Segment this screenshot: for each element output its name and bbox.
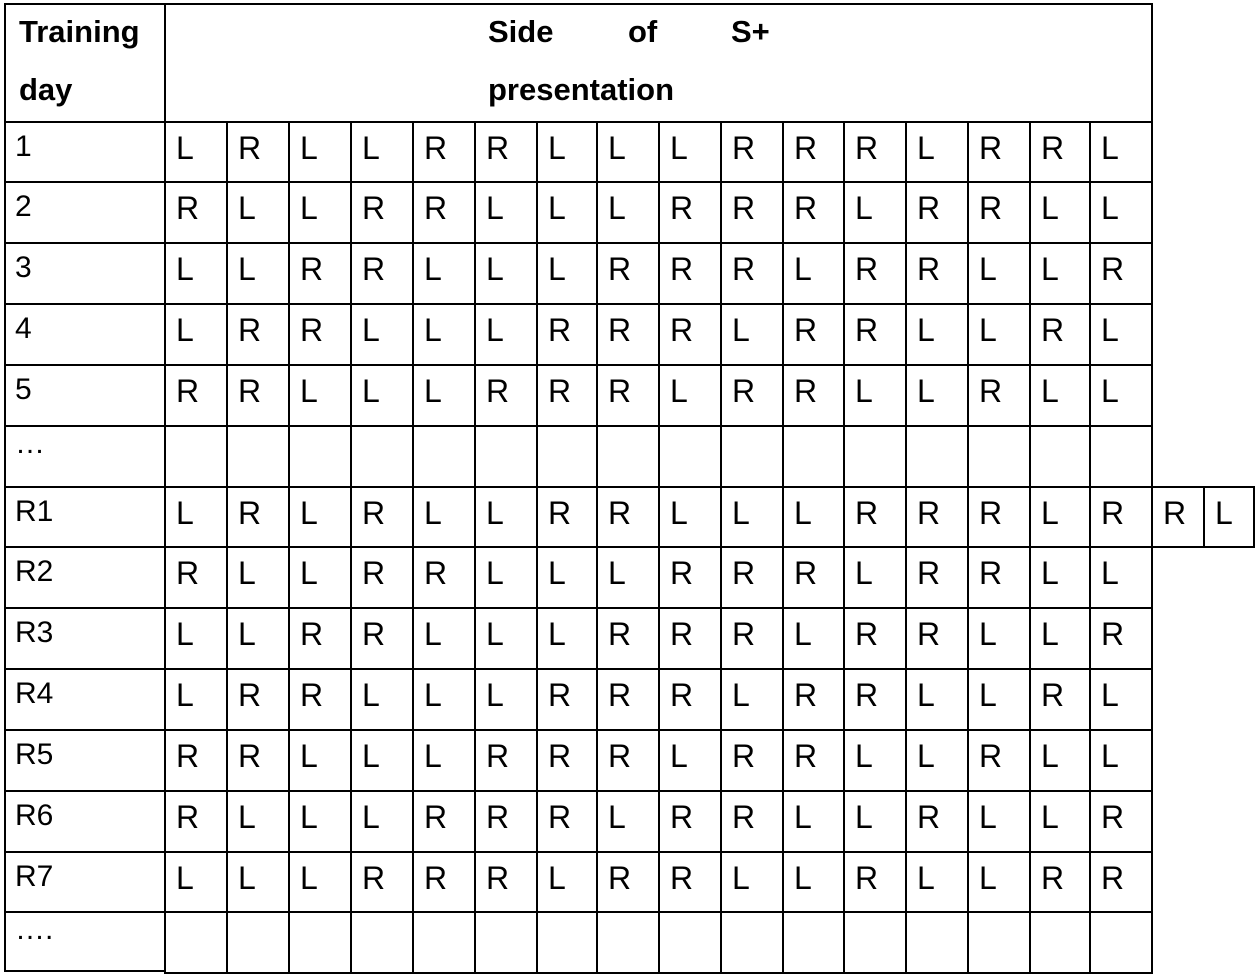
side-cell: R [536,790,596,851]
side-cell: L [720,851,782,911]
side-cell: R [474,729,536,790]
side-cell: R [782,181,843,242]
side-cell: L [905,303,967,364]
side-cell: L [288,486,350,546]
side-cell: R [412,546,474,607]
side-cell: L [164,668,226,729]
side-cell: R [288,668,350,729]
side-cell: R [288,607,350,668]
side-cell: L [905,121,967,181]
side-cell: R [720,729,782,790]
side-cell [536,425,596,486]
side-cell: R [658,607,720,668]
side-cell: R [1089,790,1153,851]
side-cell: L [967,851,1029,911]
side-cell: L [1089,364,1153,425]
side-cell: L [474,242,536,303]
row-day-label: R2 [4,546,164,607]
side-cell: L [226,546,288,607]
side-cell: R [720,546,782,607]
side-cell: R [1089,242,1153,303]
side-cell: R [967,181,1029,242]
side-cell: R [350,486,412,546]
row-day-label: R4 [4,668,164,729]
side-cell: L [905,364,967,425]
side-cell: R [658,546,720,607]
side-cell: L [658,729,720,790]
side-cell: L [288,181,350,242]
side-cell: L [967,303,1029,364]
side-cell: L [843,364,905,425]
header-training-day [4,3,164,121]
side-cell: R [164,546,226,607]
side-cell: L [474,303,536,364]
side-cell: L [474,546,536,607]
side-cell: R [226,729,288,790]
side-cell: R [905,546,967,607]
side-cell: R [905,790,967,851]
header-training-day-line1: Training [19,14,140,49]
side-cell [1029,911,1089,974]
side-cell: R [782,546,843,607]
side-cell: R [843,303,905,364]
row-day-label: 3 [4,242,164,303]
side-cell: L [164,242,226,303]
side-cell: L [474,668,536,729]
side-cell: R [658,790,720,851]
side-cell: L [1029,729,1089,790]
side-cell: R [843,486,905,546]
side-cell: R [843,668,905,729]
side-cell: L [536,851,596,911]
row-day-label: R1 [4,486,164,546]
side-cell: R [350,242,412,303]
side-cell: L [536,181,596,242]
side-cell: R [658,242,720,303]
side-cell: R [474,121,536,181]
row-day-label: 2 [4,181,164,242]
side-cell: R [782,303,843,364]
side-cell: R [164,364,226,425]
side-cell [905,425,967,486]
side-cell: R [905,181,967,242]
side-cell: L [350,364,412,425]
side-cell: L [1029,364,1089,425]
header-side-word: of [628,14,658,49]
side-cell: R [905,486,967,546]
side-cell: R [658,303,720,364]
side-cell [1089,425,1153,486]
header-side-word: Side [488,14,554,49]
side-cell: R [596,303,658,364]
side-cell: L [782,242,843,303]
header-side-word: S+ [731,14,770,49]
side-cell: L [596,121,658,181]
side-cell [536,911,596,974]
side-cell: L [1029,546,1089,607]
side-cell: R [596,242,658,303]
side-cell: L [843,729,905,790]
side-cell: R [350,851,412,911]
side-cell [474,425,536,486]
side-cell: L [164,121,226,181]
side-cell: L [474,607,536,668]
side-cell: L [1089,303,1153,364]
side-cell: R [1029,668,1089,729]
side-cell: L [350,729,412,790]
side-cell: R [905,607,967,668]
header-training-day-line2: day [19,72,73,107]
side-cell: R [658,668,720,729]
side-cell: R [720,121,782,181]
side-cell: L [288,729,350,790]
side-cell: R [164,181,226,242]
side-cell: R [536,729,596,790]
side-cell: R [720,242,782,303]
side-cell: L [412,668,474,729]
side-cell: L [288,121,350,181]
side-cell: R [350,546,412,607]
side-cell: L [1089,668,1153,729]
side-cell [596,911,658,974]
side-cell: L [288,851,350,911]
side-cell: L [164,486,226,546]
side-cell: R [1089,851,1153,911]
side-cell: L [1089,121,1153,181]
side-cell: R [1089,486,1151,546]
side-cell: L [967,790,1029,851]
side-cell: L [782,607,843,668]
side-cell [226,425,288,486]
side-cell: L [226,242,288,303]
side-cell: L [1089,729,1153,790]
side-cell: R [536,668,596,729]
side-cell: L [350,668,412,729]
side-cell: R [843,242,905,303]
side-cell: L [288,790,350,851]
side-cell: R [226,364,288,425]
side-cell: R [474,364,536,425]
side-cell: R [350,607,412,668]
side-cell: L [1029,181,1089,242]
side-cell: L [782,790,843,851]
side-cell: L [967,668,1029,729]
side-cell: L [1029,607,1089,668]
side-cell [350,911,412,974]
side-cell: L [226,851,288,911]
side-cell: R [1151,486,1203,548]
row-day-label: 1 [4,121,164,181]
side-cell: L [596,181,658,242]
row-day-label: 5 [4,364,164,425]
side-cell [288,911,350,974]
side-cell: L [782,851,843,911]
side-cell: R [967,729,1029,790]
side-cell: L [412,364,474,425]
side-cell: R [967,364,1029,425]
side-cell [782,425,843,486]
side-cell: L [658,486,720,546]
side-cell: L [658,364,720,425]
row-day-label: … [4,425,164,486]
side-cell [720,911,782,974]
side-cell [720,425,782,486]
side-cell: R [350,181,412,242]
side-cell: L [536,121,596,181]
row-day-label: R7 [4,851,164,911]
side-cell: R [596,607,658,668]
side-cell: R [412,851,474,911]
side-cell [164,911,226,974]
side-cell: R [412,790,474,851]
side-cell: R [843,121,905,181]
side-cell [412,425,474,486]
side-cell: L [536,242,596,303]
side-cell: R [658,851,720,911]
side-cell: R [967,486,1029,546]
row-day-label: …. [4,911,164,972]
header-side-of-s-plus [164,3,1153,121]
side-cell: L [967,242,1029,303]
side-cell: L [164,303,226,364]
side-cell: L [412,729,474,790]
side-cell: L [226,790,288,851]
side-cell: L [658,121,720,181]
side-cell [843,425,905,486]
side-cell: L [412,486,474,546]
side-cell [967,911,1029,974]
side-cell: R [226,121,288,181]
side-cell: L [843,181,905,242]
side-cell [658,425,720,486]
side-cell: L [536,546,596,607]
side-cell: R [536,364,596,425]
side-cell: L [412,607,474,668]
side-cell: L [905,851,967,911]
side-cell: R [1029,851,1089,911]
row-day-label: R5 [4,729,164,790]
side-cell: R [720,790,782,851]
side-cell: L [720,668,782,729]
side-cell: R [596,668,658,729]
side-cell: L [596,790,658,851]
side-cell: L [720,486,782,546]
side-cell: L [1029,242,1089,303]
side-cell: R [474,851,536,911]
side-cell: L [474,181,536,242]
side-cell: L [536,607,596,668]
side-cell: L [164,851,226,911]
side-cell: L [905,668,967,729]
row-day-label: R6 [4,790,164,851]
side-cell: R [474,790,536,851]
side-cell: L [1089,546,1153,607]
side-cell [782,911,843,974]
side-cell: R [782,121,843,181]
side-cell [1029,425,1089,486]
side-cell [843,911,905,974]
side-cell: R [843,607,905,668]
side-cell: R [720,181,782,242]
side-cell: R [164,729,226,790]
side-cell [905,911,967,974]
side-cell: R [226,303,288,364]
side-cell: R [596,729,658,790]
side-cell: R [843,851,905,911]
side-cell: L [350,121,412,181]
side-cell: L [412,242,474,303]
side-cell: R [1029,303,1089,364]
side-cell: R [720,607,782,668]
side-cell: R [967,121,1029,181]
side-cell: L [350,303,412,364]
side-cell: R [967,546,1029,607]
side-cell: L [164,607,226,668]
side-cell: R [782,729,843,790]
side-cell: R [782,668,843,729]
side-cell: R [536,303,596,364]
side-cell [350,425,412,486]
side-cell: R [288,242,350,303]
side-cell: R [226,486,288,546]
side-cell: R [412,181,474,242]
side-cell [474,911,536,974]
side-cell: L [1089,181,1153,242]
side-cell [658,911,720,974]
side-cell [967,425,1029,486]
side-cell: R [226,668,288,729]
side-cell: R [536,486,596,546]
side-cell: L [474,486,536,546]
side-cell: R [905,242,967,303]
side-cell: L [1203,486,1255,548]
side-cell: R [596,364,658,425]
side-cell: L [967,607,1029,668]
side-cell: R [1089,607,1153,668]
side-cell [412,911,474,974]
side-cell [596,425,658,486]
side-cell: L [843,790,905,851]
side-cell [288,425,350,486]
side-cell: L [226,181,288,242]
header-side-word-presentation: presentation [488,72,675,107]
side-cell: L [288,364,350,425]
side-cell: R [782,364,843,425]
side-cell: R [596,486,658,546]
side-cell: L [1029,486,1089,546]
side-cell: L [720,303,782,364]
row-day-label: R3 [4,607,164,668]
side-cell [1089,911,1153,974]
side-cell: L [1029,790,1089,851]
side-cell: R [596,851,658,911]
side-cell: R [288,303,350,364]
side-cell: R [164,790,226,851]
side-cell: R [720,364,782,425]
row-day-label: 4 [4,303,164,364]
side-cell: L [843,546,905,607]
side-cell: L [596,546,658,607]
side-cell: R [1029,121,1089,181]
side-cell: L [226,607,288,668]
side-cell: L [288,546,350,607]
side-cell: L [905,729,967,790]
side-cell: R [412,121,474,181]
side-cell [164,425,226,486]
side-cell: R [658,181,720,242]
side-cell [226,911,288,974]
side-cell: L [412,303,474,364]
side-cell: L [782,486,843,546]
side-cell: L [350,790,412,851]
